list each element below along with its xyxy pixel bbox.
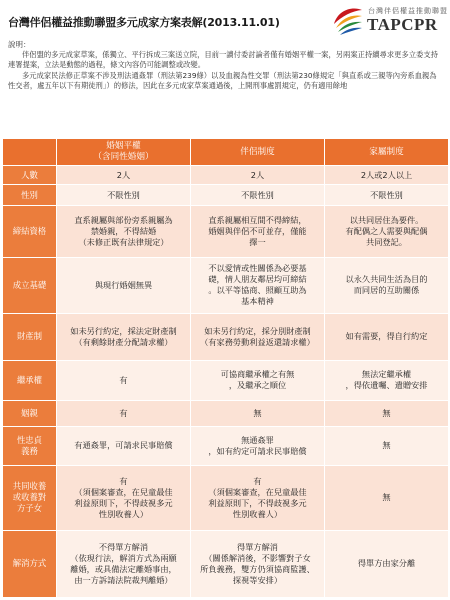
row-label: [3, 166, 57, 185]
cell-line: 有: [119, 374, 128, 385]
cell-line: （未修正既有法律規定）: [78, 237, 169, 247]
cell-line: 不限性別: [370, 189, 403, 200]
cell-line: 有: [119, 475, 128, 486]
column-header-partnership: [191, 139, 325, 166]
row-label: [3, 206, 57, 257]
cell-line: 可協商繼承權之有無: [220, 369, 295, 380]
row-label-line: 或收養對: [12, 492, 47, 503]
column-header-title: 婚姻平權: [106, 141, 141, 151]
table-body: [3, 166, 449, 598]
cell-line: 直系親屬相互間不得締結，: [208, 215, 307, 225]
table-cell: [325, 166, 449, 185]
table-cell: [325, 465, 449, 530]
cell-line: 得單方由家分離: [357, 558, 416, 569]
cell-line: （有家務勞動利益返還請求權）: [200, 336, 315, 347]
row-label-line: 繼承權: [16, 374, 43, 385]
document-header: [0, 0, 450, 38]
row-label-line: 成立基礎: [12, 279, 47, 290]
table-cell: [191, 313, 325, 360]
cell-line: 不限性別: [241, 189, 274, 200]
cell-line: （須個案審查，在兒童最佳: [74, 486, 173, 497]
column-header-title: 伴侶制度: [240, 146, 275, 157]
table-row: [3, 465, 449, 530]
table-cell: [191, 426, 325, 465]
table-cell: [191, 400, 325, 426]
cell-line: 。以平等協商、照顧互助為: [208, 285, 307, 296]
cell-line: 如未另行約定，採分別財產制: [204, 325, 311, 336]
row-label-line: 共同收養: [12, 481, 47, 492]
table-cell: [57, 257, 191, 313]
cell-line: 性別收養人）: [232, 508, 283, 519]
cell-line: 而同居的互助關係: [353, 285, 420, 296]
row-label: [3, 465, 57, 530]
cell-line: 離婚，或具備法定離婚事由，: [70, 563, 177, 574]
cell-line: （關係解消後，不影響對子女: [204, 552, 311, 563]
row-label-line: 方子女: [16, 503, 43, 514]
table-row: [3, 360, 449, 400]
row-label-line: 解消方式: [12, 558, 47, 569]
row-label: [3, 360, 57, 400]
row-label-line: 姻親: [21, 407, 38, 418]
cell-line: 礎，情人朋友鄰居均可締結: [208, 274, 307, 285]
notes-heading: 說明：: [8, 40, 31, 49]
row-label-line: 締結資格: [12, 226, 47, 236]
table-cell: [57, 400, 191, 426]
cell-line: 性別收養人）: [98, 508, 149, 519]
logo-english-name: TAPCPR: [367, 15, 438, 34]
table-header-row: [3, 139, 449, 166]
table-cell: [57, 530, 191, 597]
cell-line: 不限性別: [107, 189, 140, 200]
cell-line: 利益原則下，不得歧視多元: [208, 497, 307, 508]
logo-chinese-name: 台灣伴侶權益推動聯盟: [368, 7, 448, 15]
cell-line: 無: [382, 492, 391, 503]
table-cell: [191, 206, 325, 257]
table-cell: [57, 166, 191, 185]
cell-line: 有通姦罪，可請求民事賠償: [74, 440, 173, 451]
table-row: [3, 530, 449, 597]
cell-line: 不以愛情或性關係為必要基: [208, 263, 307, 274]
cell-line: 直系親屬與部份旁系親屬為: [74, 215, 173, 225]
table-row: [3, 206, 449, 257]
table-cell: [191, 185, 325, 206]
cell-line: （有剩餘財產分配請求權）: [74, 336, 173, 347]
table-cell: [57, 206, 191, 257]
cell-line: 不得單方解消: [98, 541, 149, 552]
cell-line: 由一方訴請法院裁判離婚）: [74, 574, 173, 585]
row-label: [3, 185, 57, 206]
table-row: [3, 313, 449, 360]
cell-line: 無通姦罪: [241, 434, 274, 445]
cell-line: 得單方解消: [237, 541, 278, 552]
cell-line: 2人或2人以上: [360, 169, 413, 180]
cell-line: 如有需要，得自行約定: [345, 331, 428, 342]
cell-line: ，及繼承之順位: [228, 380, 287, 391]
cell-line: 如未另行約定，採法定財產制: [70, 325, 177, 336]
cell-line: 禁婚親，不得結婚: [90, 226, 157, 236]
table-cell: [57, 313, 191, 360]
row-label: [3, 400, 57, 426]
table-cell: [57, 185, 191, 206]
cell-line: ，如有約定可請求民事賠償: [208, 445, 307, 456]
explanation-notes: [8, 40, 440, 91]
table-cell: [325, 426, 449, 465]
table-row: [3, 185, 449, 206]
table-cell: [191, 530, 325, 597]
column-header-subtitle: （含同性婚姻）: [93, 152, 154, 162]
table-row: [3, 400, 449, 426]
row-label: [3, 426, 57, 465]
cell-line: 有: [119, 407, 128, 418]
cell-line: 婚姻與伴侶不可並存，僅能: [208, 226, 307, 236]
cell-line: 與現行婚姻無異: [94, 279, 153, 290]
row-label-line: 財產制: [16, 331, 43, 342]
table-row: [3, 166, 449, 185]
logo-mark-icon: [330, 2, 364, 36]
tapcpr-logo: [330, 2, 448, 36]
table-cell: [325, 400, 449, 426]
cell-line: 利益原則下，不得歧視多元: [74, 497, 173, 508]
cell-line: ，得依遺囑、遺贈安排: [345, 380, 428, 391]
table-cell: [191, 465, 325, 530]
cell-line: 2人: [250, 169, 265, 180]
table-cell: [191, 360, 325, 400]
column-header-title: 家屬制度: [369, 146, 404, 157]
cell-line: 所負義務，雙方仍須協商監護、: [200, 563, 315, 574]
cell-line: 有配偶之人需要與配偶: [345, 226, 428, 236]
notes-paragraph: 伴侶盟的多元成家草案，係獨立、平行拆成三案送立院，目前一讀付委討論者僅有婚姻平權一案，另兩案正持續尋求更多立委支持連署提案，立法是動態的過程，條文內容仍可能調整或改變。: [8, 50, 438, 70]
table-row: [3, 426, 449, 465]
table-cell: [325, 185, 449, 206]
header-corner-cell: [3, 139, 57, 166]
table-cell: [57, 426, 191, 465]
cell-line: 以共同居住為要件。: [349, 215, 424, 225]
table-cell: [57, 465, 191, 530]
table-cell: [191, 166, 325, 185]
table-cell: [325, 313, 449, 360]
cell-line: 無: [382, 440, 391, 451]
cell-line: 共同登記。: [366, 237, 407, 247]
cell-line: 探視等安排）: [232, 574, 283, 585]
table-cell: [325, 257, 449, 313]
cell-line: 基本精神: [241, 296, 274, 307]
cell-line: 2人: [116, 169, 131, 180]
table-cell: [325, 206, 449, 257]
table-cell: [191, 257, 325, 313]
table-cell: [57, 360, 191, 400]
row-label: [3, 257, 57, 313]
column-header-marriage-equality: [57, 139, 191, 166]
row-label: [3, 313, 57, 360]
cell-line: 擇一: [249, 237, 266, 247]
cell-line: 以永久共同生活為目的: [345, 274, 428, 285]
cell-line: 有: [253, 475, 262, 486]
row-label-line: 人數: [21, 169, 38, 180]
row-label-line: 義務: [21, 445, 38, 456]
document-title: 台灣伴侶權益推動聯盟多元成家方案表解(2013.11.01): [8, 16, 280, 29]
table-row: [3, 257, 449, 313]
cell-line: 無: [382, 407, 391, 418]
row-label-line: 性別: [21, 189, 38, 200]
cell-line: 無法定繼承權: [361, 369, 412, 380]
comparison-table: [2, 138, 449, 598]
table-cell: [325, 530, 449, 597]
table-cell: [325, 360, 449, 400]
cell-line: （須個案審查，在兒童最佳: [208, 486, 307, 497]
cell-line: 無: [253, 407, 262, 418]
row-label-line: 性忠貞: [16, 434, 43, 445]
cell-line: （依現行法，解消方式為兩願: [70, 552, 177, 563]
column-header-family: [325, 139, 449, 166]
row-label: [3, 530, 57, 597]
notes-paragraph: 多元成家民法修正草案不涉及刑法通姦罪（刑法第239條）以及血親為性交罪（刑法第230條規定「與直系或三親等內旁系血親為性交者，處五年以下有期徒刑」）的修法，因此在多元成家草案通過後，上開刑事處罰規定，仍有適用餘地: [8, 70, 437, 90]
